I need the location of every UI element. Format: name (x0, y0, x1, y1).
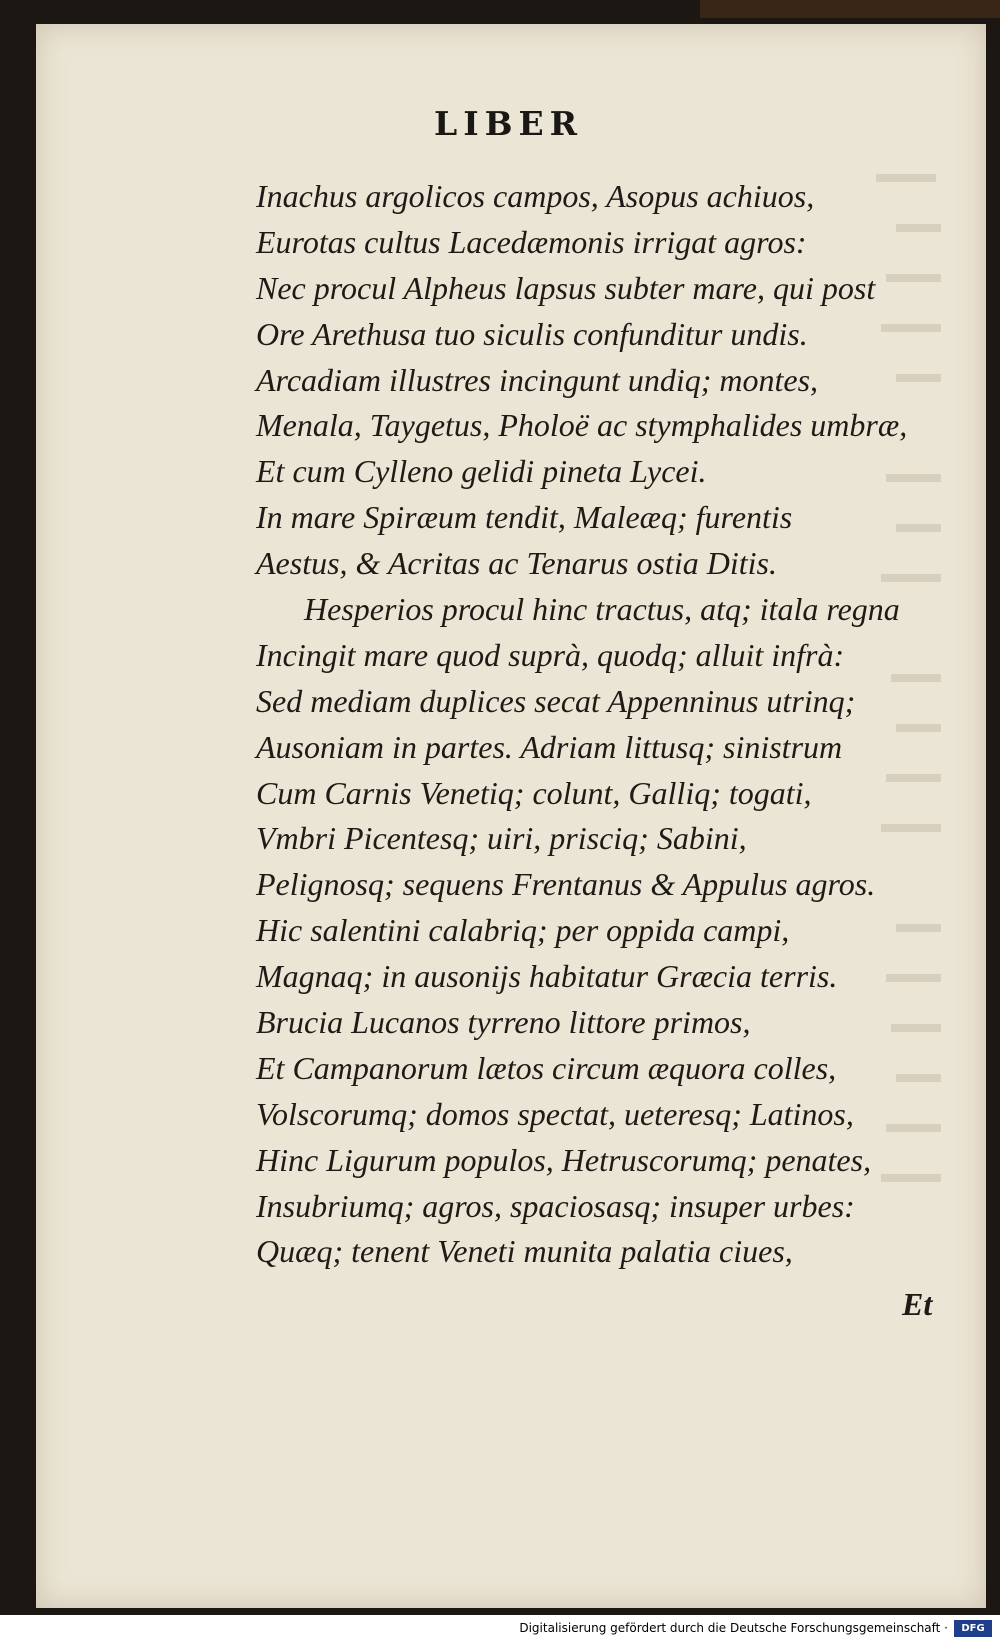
verse-text (256, 174, 976, 1275)
book-page (36, 24, 986, 1608)
verse-line: Sed mediam duplices secat Appenninus utrinq; (256, 682, 856, 719)
verse-line: Hic salentini calabriq; per oppida campi, (256, 912, 790, 949)
verse-line: Vmbri Picentesq; uiri, prisciq; Sabini, (256, 820, 747, 857)
verse-line: Insubriumq; agros, spaciosasq; insuper urbes: (256, 1187, 855, 1224)
verse-line: In mare Spiræum tendit, Maleæq; furentis (256, 499, 793, 536)
verse-line: Arcadiam illustres incingunt undiq; montes, (256, 361, 819, 398)
verse-line: Menala, Taygetus, Pholoë ac stymphalides umbræ, (256, 407, 908, 444)
verse-line: Ausoniam in partes. Adriam littusq; sinistrum (256, 728, 843, 765)
verse-line: Et Campanorum lætos circum æquora colles, (256, 1049, 837, 1086)
verse-line: Quæq; tenent Veneti munita palatia ciues, (256, 1233, 793, 1270)
verse-line: Incingit mare quod suprà, quodq; alluit infrà: (256, 636, 845, 673)
verse-line: Inachus argolicos campos, Asopus achiuos, (256, 178, 815, 214)
running-head: LIBER (434, 104, 584, 143)
verse-line: Nec procul Alpheus lapsus subter mare, qui post (256, 269, 876, 306)
verse-line: Hesperios procul hinc tractus, atq; itala regna (304, 591, 900, 628)
verse-line: Cum Carnis Venetiq; colunt, Galliq; togati, (256, 774, 812, 811)
verse-line: Magnaq; in ausonijs habitatur Græcia terris. (256, 958, 838, 995)
catchword: Et (902, 1286, 933, 1322)
digitization-footer (0, 1615, 1000, 1642)
funding-notice: Digitalisierung gefördert durch die Deutsche Forschungsgemeinschaft · (519, 1621, 948, 1635)
verse-line: Aestus, & Acritas ac Tenarus ostia Ditis. (256, 545, 777, 582)
verse-line: Et cum Cylleno gelidi pineta Lycei. (256, 453, 707, 490)
verse-line: Ore Arethusa tuo siculis confunditur undis. (256, 315, 808, 352)
verse-line: Pelignosq; sequens Frentanus & Appulus agros. (256, 866, 876, 903)
verse-line: Brucia Lucanos tyrreno littore primos, (256, 1004, 751, 1041)
dfg-logo-icon: DFG (954, 1620, 992, 1637)
verse-line: Hinc Ligurum populos, Hetruscorumq; penates, (256, 1141, 872, 1178)
scan-edge (700, 0, 1000, 18)
verse-line: Eurotas cultus Lacedæmonis irrigat agros: (256, 223, 807, 260)
verse-line: Volscorumq; domos spectat, ueteresq; Latinos, (256, 1095, 854, 1132)
